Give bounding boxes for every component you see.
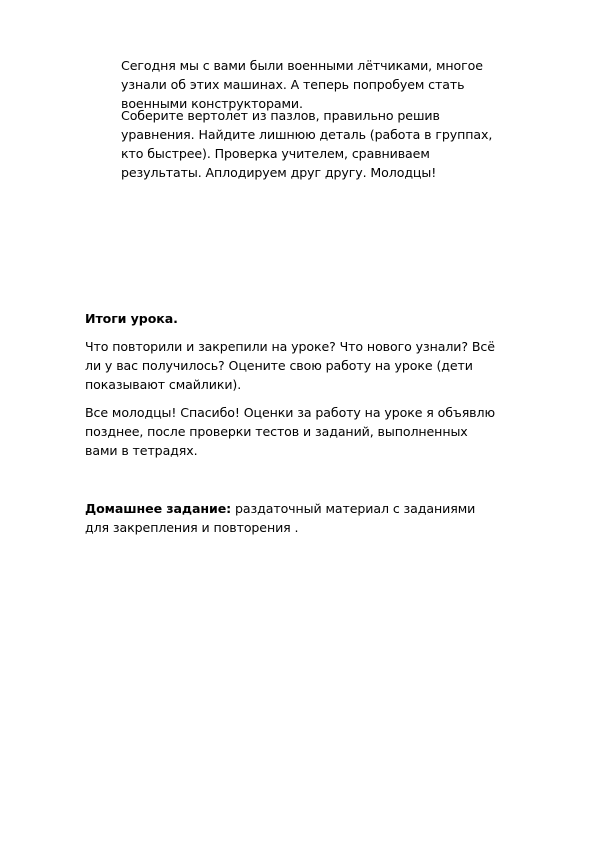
homework-line-1 <box>85 499 525 518</box>
task-paragraph <box>121 106 531 182</box>
summary-line-2: ли у вас получилось? Оцените свою работу на уроке (дети <box>85 358 473 373</box>
task-line-1: Соберите вертолет из пазлов, правильно решив <box>121 108 440 123</box>
closing-line-2: позднее, после проверки тестов и заданий, выполненных <box>85 424 468 439</box>
task-line-2: уравнения. Найдите лишнюю деталь (работа в группах, <box>121 127 493 142</box>
homework-label: Домашнее задание: <box>85 501 232 516</box>
summary-line-3: показывают смайлики). <box>85 377 242 392</box>
summary-heading: Итоги урока. <box>85 311 178 326</box>
homework-paragraph <box>85 499 525 537</box>
homework-text-1: раздаточный материал с заданиями <box>231 501 476 516</box>
homework-line-2: для закрепления и повторения . <box>85 520 299 535</box>
summary-line-1: Что повторили и закрепили на уроке? Что нового узнали? Всё <box>85 339 495 354</box>
task-line-3: кто быстрее). Проверка учителем, сравниваем <box>121 146 430 161</box>
intro-line-2: узнали об этих машинах. А теперь попробуем стать <box>121 77 465 92</box>
intro-line-3: военными конструкторами. <box>121 96 303 111</box>
task-line-4: результаты. Аплодируем друг другу. Молодцы! <box>121 165 437 180</box>
closing-line-3: вами в тетрадях. <box>85 443 198 458</box>
closing-line-1: Все молодцы! Спасибо! Оценки за работу на уроке я объявлю <box>85 405 495 420</box>
intro-paragraph <box>121 56 531 113</box>
closing-paragraph <box>85 403 525 460</box>
intro-line-1: Сегодня мы с вами были военными лётчиками, многое <box>121 58 483 73</box>
summary-paragraph <box>85 337 525 394</box>
